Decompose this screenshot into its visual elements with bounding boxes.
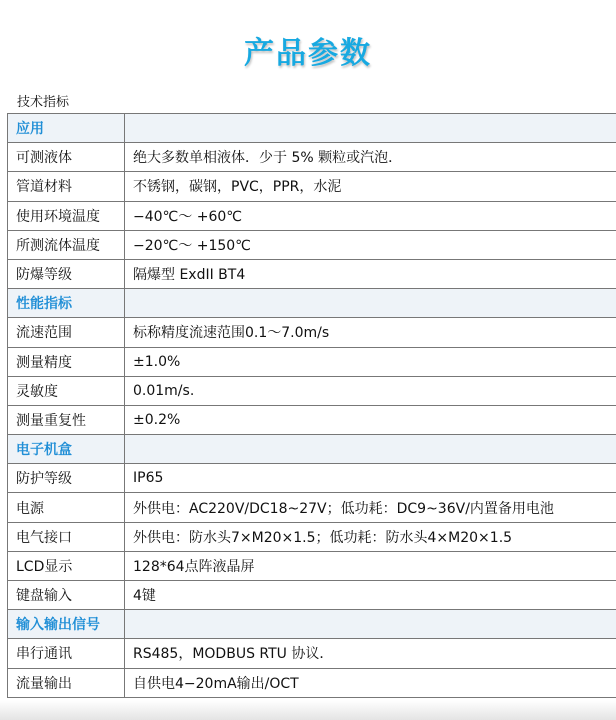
section-label: 电子机盒 xyxy=(8,435,125,464)
spec-value: RS485，MODBUS RTU 协议． xyxy=(125,639,616,668)
spec-label: 所测流体温度 xyxy=(8,230,125,259)
spec-row xyxy=(8,405,616,434)
section-row xyxy=(8,289,616,318)
spec-table-body xyxy=(8,114,616,697)
spec-label: LCD显示 xyxy=(8,551,125,580)
spec-label: 测量重复性 xyxy=(8,405,125,434)
spec-row xyxy=(8,201,616,230)
section-row xyxy=(8,114,616,143)
spec-label: 电气接口 xyxy=(8,522,125,551)
spec-row xyxy=(8,172,616,201)
spec-row xyxy=(8,318,616,347)
spec-label: 管道材料 xyxy=(8,172,125,201)
spec-label: 防爆等级 xyxy=(8,259,125,288)
section-label: 应用 xyxy=(8,114,125,143)
spec-row xyxy=(8,581,616,610)
bottom-fade xyxy=(0,700,616,720)
spec-label: 可测液体 xyxy=(8,143,125,172)
spec-value: −20℃～ +150℃ xyxy=(125,230,616,259)
spec-value: 128*64点阵液晶屏 xyxy=(125,551,616,580)
spec-value: ±1.0% xyxy=(125,347,616,376)
spec-label: 测量精度 xyxy=(8,347,125,376)
spec-label: 串行通讯 xyxy=(8,639,125,668)
spec-value xyxy=(125,435,616,464)
table-caption: 技术指标 xyxy=(17,95,70,110)
spec-value: −40℃～ +60℃ xyxy=(125,201,616,230)
spec-value xyxy=(125,610,616,639)
spec-label: 流量输出 xyxy=(8,668,125,697)
spec-value: 自供电4−20mA输出/OCT xyxy=(125,668,616,697)
spec-row xyxy=(8,522,616,551)
section-row xyxy=(8,610,616,639)
spec-label: 防护等级 xyxy=(8,464,125,493)
spec-value xyxy=(125,289,616,318)
spec-row xyxy=(8,464,616,493)
spec-table xyxy=(7,113,616,698)
spec-value: 不锈钢，碳钢，PVC，PPR，水泥 xyxy=(125,172,616,201)
spec-value: 隔爆型 ExdII BT4 xyxy=(125,259,616,288)
spec-label: 流速范围 xyxy=(8,318,125,347)
spec-row xyxy=(8,143,616,172)
spec-row xyxy=(8,639,616,668)
spec-label: 灵敏度 xyxy=(8,376,125,405)
spec-value: IP65 xyxy=(125,464,616,493)
spec-label: 使用环境温度 xyxy=(8,201,125,230)
spec-value: 外供电：AC220V/DC18~27V；低功耗：DC9~36V/内置备用电池 xyxy=(125,493,616,522)
section-label: 输入输出信号 xyxy=(8,610,125,639)
spec-row xyxy=(8,493,616,522)
page-title: 产品参数 xyxy=(244,36,372,71)
spec-value: 标称精度流速范围0.1～7.0m/s xyxy=(125,318,616,347)
spec-label: 电源 xyxy=(8,493,125,522)
spec-row xyxy=(8,668,616,697)
spec-row xyxy=(8,551,616,580)
spec-row xyxy=(8,230,616,259)
section-row xyxy=(8,435,616,464)
spec-row xyxy=(8,376,616,405)
spec-value: 外供电：防水头7×M20×1.5；低功耗：防水头4×M20×1.5 xyxy=(125,522,616,551)
spec-value: 绝大多数单相液体．少于 5% 颗粒或汽泡． xyxy=(125,143,616,172)
spec-value xyxy=(125,114,616,143)
spec-row xyxy=(8,347,616,376)
spec-value: 4键 xyxy=(125,581,616,610)
spec-value: ±0.2% xyxy=(125,405,616,434)
section-label: 性能指标 xyxy=(8,289,125,318)
spec-label: 键盘输入 xyxy=(8,581,125,610)
spec-row xyxy=(8,259,616,288)
spec-value: 0.01m/s. xyxy=(125,376,616,405)
